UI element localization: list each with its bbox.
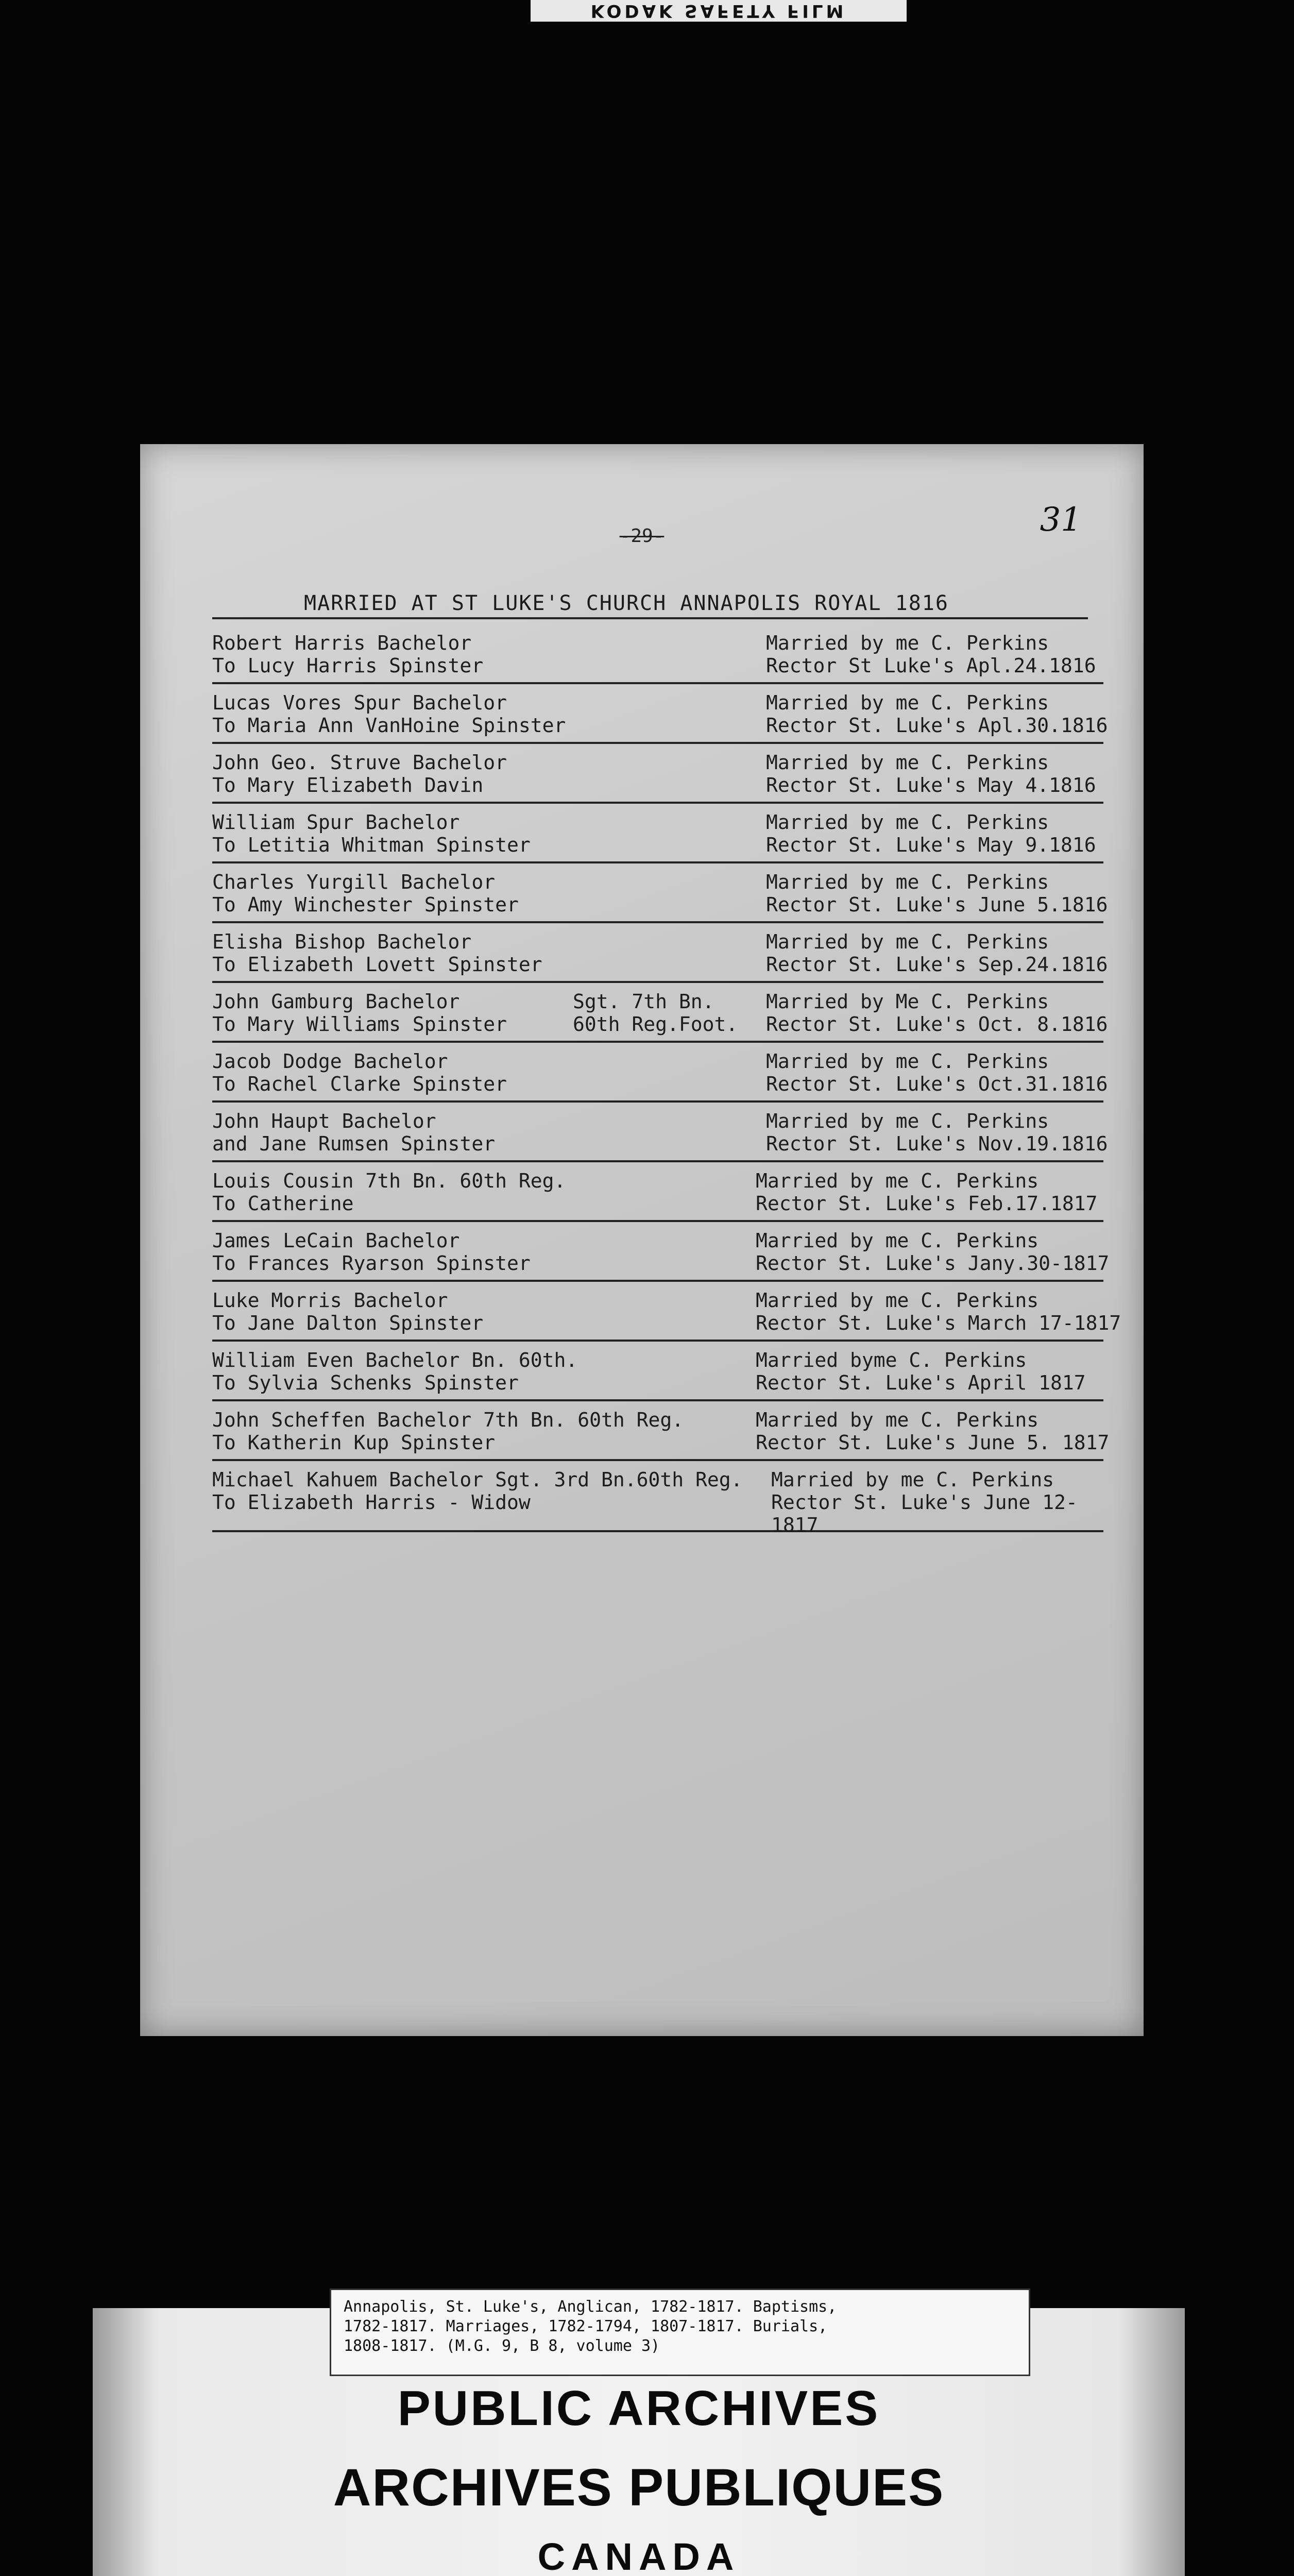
officiant: Married by me C. Perkins [756, 1289, 1039, 1312]
marriage-entry [212, 1162, 1103, 1222]
marriage-entry [212, 1043, 1108, 1103]
marriage-entry [212, 624, 1103, 684]
rector-date: Rector St. Luke's June 12- [771, 1491, 1078, 1514]
handwritten-page-mark: 31 [1040, 501, 1082, 539]
caption-line: 1782-1817. Marriages, 1782-1794, 1807-1817. Burials, [344, 2317, 828, 2335]
groom: John Gamburg Bachelor [212, 990, 460, 1013]
officiant: Married by me C. Perkins [766, 1050, 1049, 1073]
groom: William Spur Bachelor [212, 811, 460, 834]
rector-year: 1817 [771, 1514, 819, 1536]
groom: Jacob Dodge Bachelor [212, 1050, 448, 1073]
bride: To Elizabeth Lovett Spinster [212, 953, 542, 976]
rector-date: Rector St. Luke's Nov.19.1816 [766, 1132, 1108, 1155]
page-heading: MARRIED AT ST LUKE'S CHURCH ANNAPOLIS ROYAL 1816 [304, 591, 949, 615]
page-number: -29- [619, 526, 665, 547]
caption-line: Annapolis, St. Luke's, Anglican, 1782-1817. Baptisms, [344, 2298, 837, 2316]
groom: John Scheffen Bachelor 7th Bn. 60th Reg. [212, 1409, 684, 1431]
bride: To Mary Elizabeth Davin [212, 774, 484, 796]
microfilm-caption [330, 2289, 1030, 2376]
marriage-entry [212, 863, 1108, 923]
rector-date: Rector St. Luke's Apl.30.1816 [766, 714, 1108, 737]
marriage-entry [212, 744, 1103, 804]
marriage-entry [212, 1401, 1110, 1461]
marriage-entry [212, 1342, 1103, 1401]
officiant: Married by me C. Perkins [766, 930, 1049, 953]
groom: John Geo. Struve Bachelor [212, 751, 507, 774]
officiant: Married by me C. Perkins [766, 751, 1049, 774]
bride: To Katherin Kup Spinster [212, 1431, 496, 1454]
marriage-entry [212, 684, 1108, 744]
officiant: Married by Me C. Perkins [766, 990, 1049, 1013]
rector-date: Rector St. Luke's Sep.24.1816 [766, 953, 1108, 976]
groom: Louis Cousin 7th Bn. 60th Reg. [212, 1170, 566, 1192]
bride: To Elizabeth Harris - Widow [212, 1491, 531, 1514]
bride: To Jane Dalton Spinster [212, 1312, 484, 1334]
groom: James LeCain Bachelor [212, 1229, 460, 1252]
officiant: Married by me C. Perkins [771, 1468, 1054, 1491]
rector-date: Rector St. Luke's April 1817 [756, 1371, 1086, 1394]
marriage-entry [212, 983, 1108, 1043]
groom: Luke Morris Bachelor [212, 1289, 448, 1312]
bride: To Maria Ann VanHoine Spinster [212, 714, 566, 737]
officiant: Married by me C. Perkins [766, 1110, 1049, 1132]
archive-name-fr: ARCHIVES PUBLIQUES [333, 2458, 945, 2517]
film-edge-text: KODAK SAFETY FILM [531, 0, 907, 22]
groom: Robert Harris Bachelor [212, 632, 472, 654]
regiment: 60th Reg.Foot. [573, 1013, 738, 1036]
groom: William Even Bachelor Bn. 60th. [212, 1349, 578, 1371]
marriage-entry [212, 1222, 1110, 1282]
bride: To Letitia Whitman Spinster [212, 834, 531, 856]
marriage-entry [212, 923, 1108, 983]
archive-name-en: PUBLIC ARCHIVES [397, 2381, 880, 2436]
officiant: Married by me C. Perkins [766, 691, 1049, 714]
officiant: Married byme C. Perkins [756, 1349, 1027, 1371]
rector-date: Rector St. Luke's Jany.30-1817 [756, 1252, 1110, 1275]
bride: To Frances Ryarson Spinster [212, 1252, 531, 1275]
rector-date: Rector St. Luke's Oct.31.1816 [766, 1073, 1108, 1095]
groom: Michael Kahuem Bachelor Sgt. 3rd Bn.60th Reg. [212, 1468, 743, 1491]
rector-date: Rector St. Luke's June 5.1816 [766, 893, 1108, 916]
bride: To Rachel Clarke Spinster [212, 1073, 507, 1095]
marriage-entry [212, 804, 1103, 863]
officiant: Married by me C. Perkins [766, 871, 1049, 893]
rector-date: Rector St Luke's Apl.24.1816 [766, 654, 1096, 677]
officiant: Married by me C. Perkins [756, 1409, 1039, 1431]
groom: John Haupt Bachelor [212, 1110, 436, 1132]
officiant: Married by me C. Perkins [766, 632, 1049, 654]
archive-label [93, 2298, 1185, 2576]
rector-date: Rector St. Luke's March 17-1817 [756, 1312, 1121, 1334]
heading-rule [212, 617, 1088, 619]
bride: To Amy Winchester Spinster [212, 893, 519, 916]
rector-date: Rector St. Luke's Oct. 8.1816 [766, 1013, 1108, 1036]
bride: and Jane Rumsen Spinster [212, 1132, 496, 1155]
marriage-entry [212, 1103, 1108, 1162]
rank: Sgt. 7th Bn. [573, 990, 714, 1013]
groom: Elisha Bishop Bachelor [212, 930, 472, 953]
bride: To Lucy Harris Spinster [212, 654, 484, 677]
marriage-entry [212, 1282, 1121, 1342]
marriage-entry [212, 1461, 1103, 1536]
groom: Lucas Vores Spur Bachelor [212, 691, 507, 714]
bride: To Catherine [212, 1192, 354, 1215]
rector-date: Rector St. Luke's Feb.17.1817 [756, 1192, 1098, 1215]
officiant: Married by me C. Perkins [756, 1170, 1039, 1192]
register-page [140, 444, 1144, 2036]
rector-date: Rector St. Luke's June 5. 1817 [756, 1431, 1110, 1454]
caption-line: 1808-1817. (M.G. 9, B 8, volume 3) [344, 2337, 660, 2355]
officiant: Married by me C. Perkins [756, 1229, 1039, 1252]
archive-country: CANADA [537, 2535, 740, 2576]
bride: To Mary Williams Spinster [212, 1013, 507, 1036]
rector-date: Rector St. Luke's May 4.1816 [766, 774, 1096, 796]
bride: To Sylvia Schenks Spinster [212, 1371, 519, 1394]
groom: Charles Yurgill Bachelor [212, 871, 496, 893]
officiant: Married by me C. Perkins [766, 811, 1049, 834]
marriage-entries [212, 624, 1121, 1536]
rector-date: Rector St. Luke's May 9.1816 [766, 834, 1096, 856]
